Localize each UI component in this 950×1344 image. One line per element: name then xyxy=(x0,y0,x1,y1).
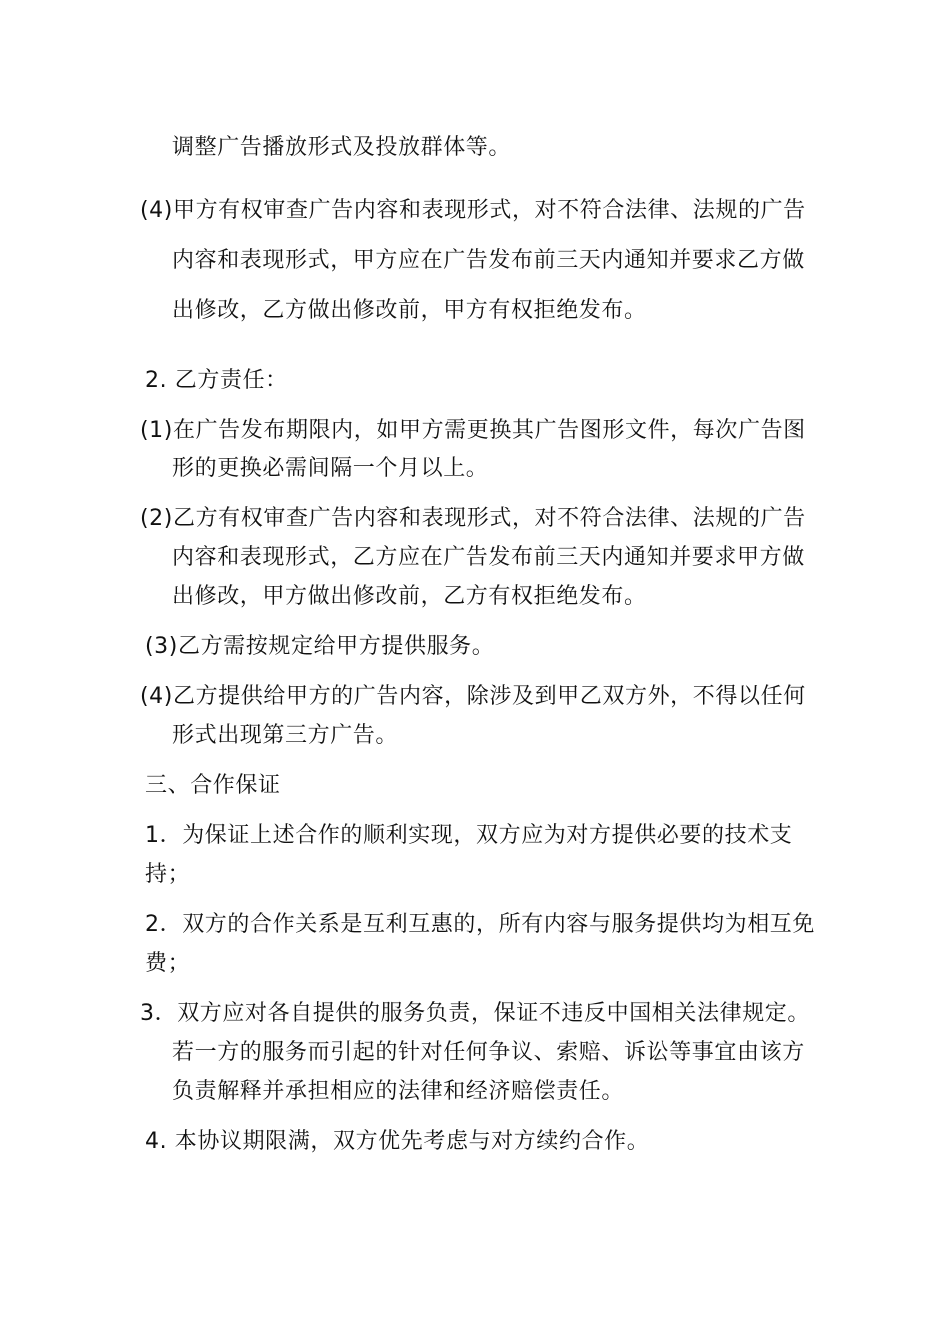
text-line: (4)甲方有权审查广告内容和表现形式，对不符合法律、法规的广告 xyxy=(140,198,806,223)
text-line: 出修改，甲方做出修改前，乙方有权拒绝发布。 xyxy=(172,584,647,609)
text-line: 调整广告播放形式及投放群体等。 xyxy=(172,135,512,160)
text-line: 出修改，乙方做出修改前，甲方有权拒绝发布。 xyxy=(172,298,647,323)
text-line: 4. 本协议期限满，双方优先考虑与对方续约合作。 xyxy=(145,1129,650,1154)
text-line: 2．双方的合作关系是互利互惠的，所有内容与服务提供均为相互免 xyxy=(145,912,815,937)
text-line: (4)乙方提供给甲方的广告内容，除涉及到甲乙双方外，不得以任何 xyxy=(140,684,806,709)
text-line: 负责解释并承担相应的法律和经济赔偿责任。 xyxy=(172,1079,625,1104)
text-line: 形的更换必需间隔一个月以上。 xyxy=(172,456,489,481)
text-line: 1．为保证上述合作的顺利实现，双方应为对方提供必要的技术支 xyxy=(145,823,793,848)
text-line: 若一方的服务而引起的针对任何争议、索赔、诉讼等事宜由该方 xyxy=(172,1040,805,1065)
text-line: (2)乙方有权审查广告内容和表现形式，对不符合法律、法规的广告 xyxy=(140,506,806,531)
section-heading: 三、合作保证 xyxy=(145,773,281,798)
text-line: 费； xyxy=(145,951,191,976)
section-heading: 2. 乙方责任： xyxy=(145,368,288,393)
text-line: (3)乙方需按规定给甲方提供服务。 xyxy=(145,634,495,659)
text-line: 持； xyxy=(145,862,191,887)
text-line: 内容和表现形式，乙方应在广告发布前三天内通知并要求甲方做 xyxy=(172,545,805,570)
text-line: 3．双方应对各自提供的服务负责，保证不违反中国相关法律规定。 xyxy=(140,1001,810,1026)
text-line: 内容和表现形式，甲方应在广告发布前三天内通知并要求乙方做 xyxy=(172,248,805,273)
text-line: (1)在广告发布期限内，如甲方需更换其广告图形文件，每次广告图 xyxy=(140,418,806,443)
text-line: 形式出现第三方广告。 xyxy=(172,723,399,748)
